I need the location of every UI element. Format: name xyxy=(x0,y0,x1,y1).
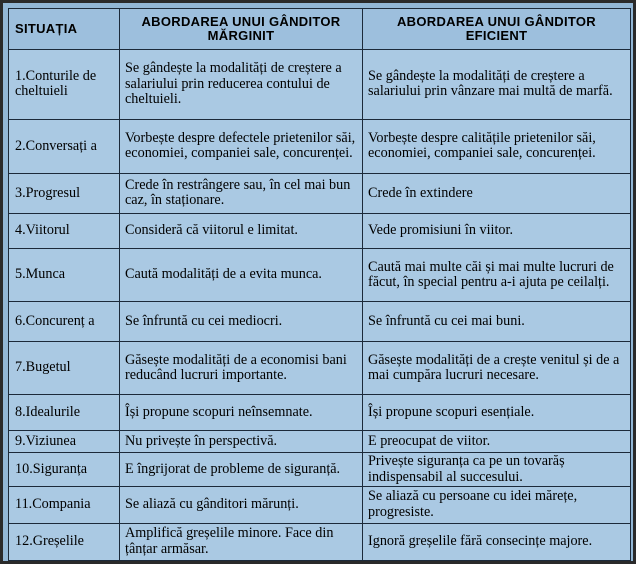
limited-cell: Consideră că viitorul e limitat. xyxy=(120,213,363,248)
table-row xyxy=(9,523,631,560)
situation-cell: 8.Idealurile xyxy=(9,395,120,430)
header-row xyxy=(9,9,631,50)
limited-cell: Amplifică greșelile minore. Face din țânțar armăsar. xyxy=(120,523,363,560)
table-row xyxy=(9,487,631,523)
limited-cell: Nu privește în perspectivă. xyxy=(120,430,363,452)
limited-cell: Se înfruntă cu cei mediocri. xyxy=(120,302,363,341)
header-limited-thinker: ABORDAREA UNUI GÂNDITOR MĂRGINIT xyxy=(120,9,363,50)
table-row xyxy=(9,119,631,174)
situation-cell: 1.Conturile de cheltuieli xyxy=(9,50,120,120)
efficient-cell: E preocupat de viitor. xyxy=(363,430,631,452)
limited-cell: Găsește modalități de a economisi bani reducând lucruri importante. xyxy=(120,341,363,395)
header-situation: SITUAȚIA xyxy=(9,9,120,50)
table-row xyxy=(9,174,631,213)
table-row xyxy=(9,430,631,452)
situation-cell: 2.Conversați a xyxy=(9,119,120,174)
efficient-cell: Își propune scopuri esențiale. xyxy=(363,395,631,430)
efficient-cell: Ignoră greșelile fără consecințe majore. xyxy=(363,523,631,560)
efficient-cell: Găsește modalități de a crește venitul și de a mai cumpăra lucruri necesare. xyxy=(363,341,631,395)
limited-cell: Se gândește la modalități de creștere a salariului prin reducerea contului de cheltuieli. xyxy=(120,50,363,120)
situation-cell: 6.Concurenț a xyxy=(9,302,120,341)
situation-cell: 3.Progresul xyxy=(9,174,120,213)
efficient-cell: Se aliază cu persoane cu idei mărețe, progresiste. xyxy=(363,487,631,523)
situation-cell: 12.Greșelile xyxy=(9,523,120,560)
comparison-table xyxy=(8,8,631,561)
limited-cell: Se aliază cu gânditori mărunți. xyxy=(120,487,363,523)
efficient-cell: Vede promisiuni în viitor. xyxy=(363,213,631,248)
limited-cell: Vorbește despre defectele prietenilor săi, economiei, companiei sale, concurenței. xyxy=(120,119,363,174)
situation-cell: 7.Bugetul xyxy=(9,341,120,395)
limited-cell: Caută modalități de a evita munca. xyxy=(120,248,363,302)
efficient-cell: Se gândește la modalități de creștere a salariului prin vânzare mai multă de marfă. xyxy=(363,50,631,120)
efficient-cell: Caută mai multe căi și mai multe lucruri de făcut, în special pentru a-i ajuta pe ceilalți. xyxy=(363,248,631,302)
efficient-cell: Privește siguranța ca pe un tovarăș indispensabil al succesului. xyxy=(363,452,631,486)
efficient-cell: Crede în extindere xyxy=(363,174,631,213)
table-row xyxy=(9,213,631,248)
table-row xyxy=(9,50,631,120)
table-row xyxy=(9,395,631,430)
header-efficient-thinker: ABORDAREA UNUI GÂNDITOR EFICIENT xyxy=(363,9,631,50)
situation-cell: 10.Siguranța xyxy=(9,452,120,486)
limited-cell: Își propune scopuri neînsemnate. xyxy=(120,395,363,430)
table-row xyxy=(9,341,631,395)
table-row xyxy=(9,248,631,302)
table-row xyxy=(9,302,631,341)
efficient-cell: Vorbește despre calitățile prietenilor săi, economiei, companiei sale, concurenței. xyxy=(363,119,631,174)
situation-cell: 4.Viitorul xyxy=(9,213,120,248)
efficient-cell: Se înfruntă cu cei mai buni. xyxy=(363,302,631,341)
table-row xyxy=(9,452,631,486)
situation-cell: 11.Compania xyxy=(9,487,120,523)
situation-cell: 9.Viziunea xyxy=(9,430,120,452)
limited-cell: E îngrijorat de probleme de siguranță. xyxy=(120,452,363,486)
situation-cell: 5.Munca xyxy=(9,248,120,302)
limited-cell: Crede în restrângere sau, în cel mai bun caz, în staționare. xyxy=(120,174,363,213)
